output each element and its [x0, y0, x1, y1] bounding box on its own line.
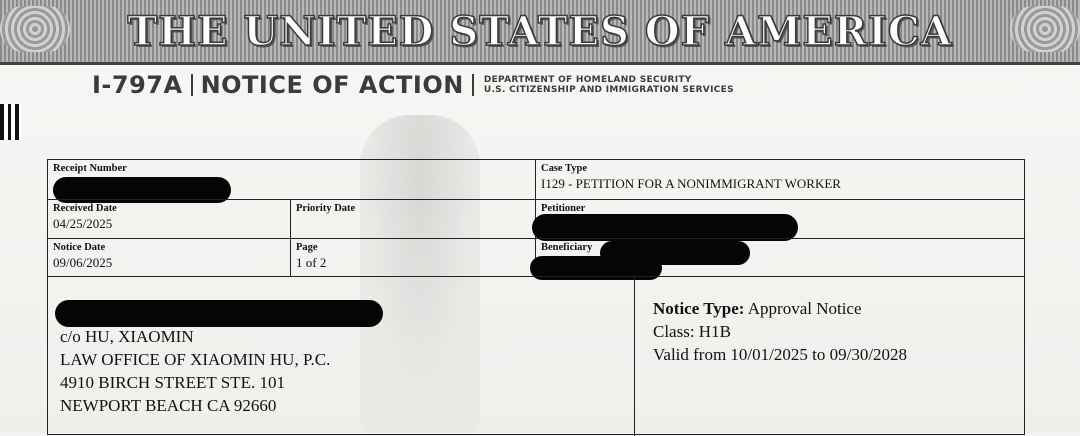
receipt-number-cell	[48, 160, 536, 199]
banner	[0, 0, 1080, 65]
case-type-value: I129 - PETITION FOR A NONIMMIGRANT WORKER	[541, 176, 841, 191]
notice-date-label: Notice Date	[53, 242, 106, 253]
notice-type-value: Approval Notice	[747, 299, 862, 318]
redaction-bar	[55, 300, 383, 327]
priority-date-cell	[291, 199, 536, 238]
petitioner-label: Petitioner	[541, 203, 586, 214]
address-line-4: NEWPORT BEACH CA 92660	[60, 396, 277, 415]
class-line: Class: H1B	[653, 322, 731, 341]
case-type-cell	[536, 160, 1024, 199]
notice-date-value: 09/06/2025	[53, 255, 113, 270]
address-line-2: LAW OFFICE OF XIAOMIN HU, P.C.	[60, 350, 331, 369]
page-cell	[291, 238, 536, 276]
header-divider	[472, 74, 474, 96]
page-label: Page	[296, 242, 318, 253]
case-info-table	[47, 159, 1025, 435]
notice-details	[653, 297, 907, 366]
department-line-2: U.S. CITIZENSHIP AND IMMIGRATION SERVICES	[483, 85, 734, 95]
right-scroll-ornament	[1010, 6, 1080, 52]
beneficiary-label: Beneficiary	[541, 242, 593, 253]
barcode-icon	[0, 104, 22, 140]
redaction-bar	[532, 214, 798, 241]
received-date-value: 04/25/2025	[53, 216, 113, 231]
notice-details-cell	[635, 276, 1024, 436]
notice-date-cell	[48, 238, 291, 276]
validity-line: Valid from 10/01/2025 to 09/30/2028	[653, 345, 908, 364]
mailing-address-cell	[48, 276, 635, 436]
mailing-address	[60, 325, 330, 417]
notice-type-label: Notice Type:	[653, 299, 745, 318]
header-divider	[191, 74, 193, 96]
petitioner-cell	[536, 199, 1024, 238]
case-type-label: Case Type	[541, 163, 587, 174]
banner-title: THE UNITED STATES OF AMERICA	[127, 7, 953, 55]
notice-type-line	[653, 297, 907, 320]
form-number: I-797A	[92, 71, 183, 99]
form-header	[92, 70, 734, 100]
beneficiary-cell	[536, 238, 1024, 276]
department-line-1: DEPARTMENT OF HOMELAND SECURITY	[483, 75, 692, 85]
received-date-cell	[48, 199, 291, 238]
address-line-3: 4910 BIRCH STREET STE. 101	[60, 373, 285, 392]
received-date-label: Received Date	[53, 203, 117, 214]
receipt-number-label: Receipt Number	[53, 163, 127, 174]
address-line-1: c/o HU, XIAOMIN	[60, 327, 194, 346]
form-title: NOTICE OF ACTION	[200, 71, 464, 99]
priority-date-label: Priority Date	[296, 203, 356, 214]
department-block	[484, 75, 734, 95]
page-value: 1 of 2	[296, 255, 327, 270]
